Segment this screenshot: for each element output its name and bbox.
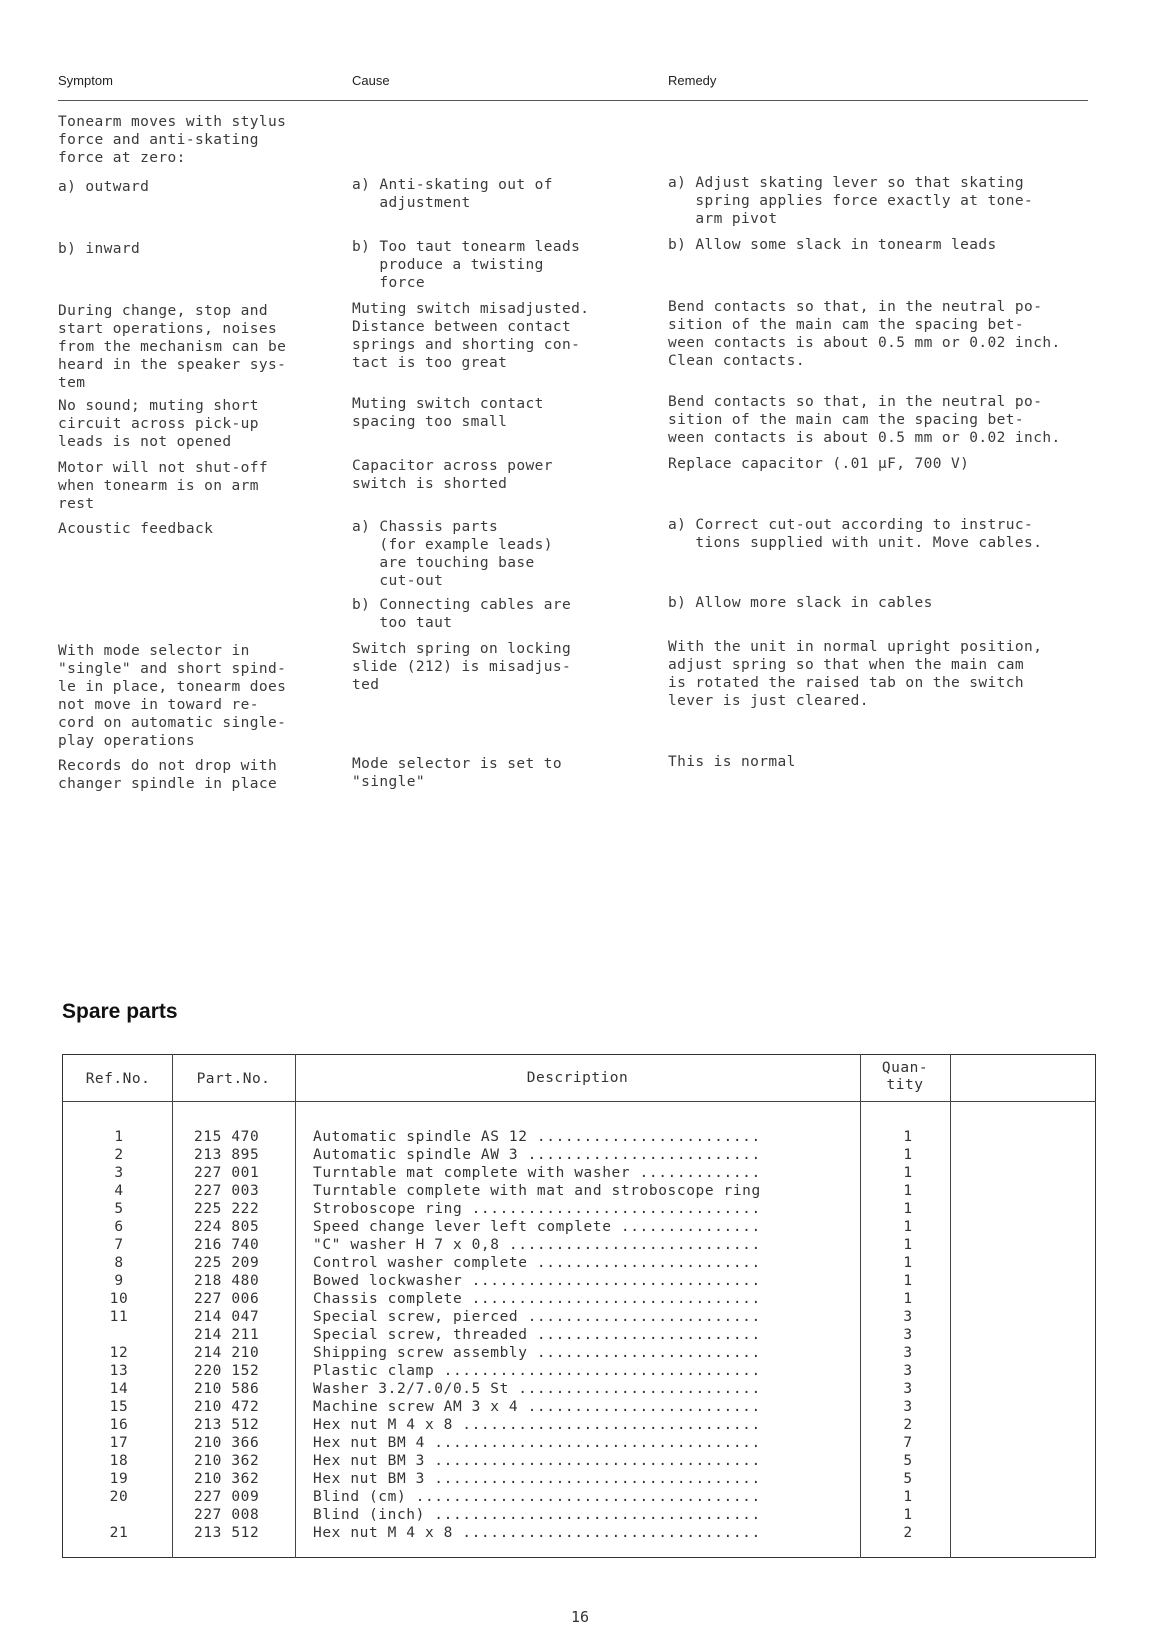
quantity-column <box>868 1128 948 1542</box>
description-cell: Hex nut BM 4 ................................... <box>313 1435 761 1451</box>
remedy-cell: b) Allow more slack in cables <box>668 595 933 611</box>
description-cell: Hex nut M 4 x 8 ................................ <box>313 1525 761 1541</box>
column-header-quantity: Quan- tity <box>881 1060 929 1093</box>
symptom-cell: a) outward <box>58 179 150 195</box>
quantity-cell: 1 <box>903 1219 913 1235</box>
quantity-cell: 1 <box>903 1129 913 1145</box>
description-cell: Automatic spindle AW 3 ......................... <box>313 1147 761 1163</box>
quantity-cell: 5 <box>903 1471 913 1487</box>
description-cell: Blind (cm) ..................................... <box>313 1489 761 1505</box>
quantity-cell: 3 <box>903 1363 913 1379</box>
part-number-cell: 214 047 <box>194 1309 260 1325</box>
part-number-cell: 215 470 <box>194 1129 260 1145</box>
remedy-cell: With the unit in normal upright position, adjust spring so that when the main cam is rotated the raised tab on the switch lever is just cleared. <box>668 639 1043 709</box>
ref-cell: 12 <box>109 1345 129 1361</box>
quantity-cell: 3 <box>903 1381 913 1397</box>
symptom-cell: During change, stop and start operations, noises from the mechanism can be heard in the speaker sys- tem <box>58 303 287 391</box>
description-cell: Shipping screw assembly ........................ <box>313 1345 761 1361</box>
page-number: 16 <box>570 1608 590 1626</box>
description-cell: Control washer complete ........................ <box>313 1255 761 1271</box>
cause-cell: Switch spring on locking slide (212) is misadjus- ted <box>352 641 572 693</box>
ref-cell: 2 <box>114 1147 124 1163</box>
part-column <box>194 1128 294 1542</box>
cause-cell: a) Anti-skating out of adjustment <box>352 177 553 211</box>
remedy-cell: Replace capacitor (.01 µF, 700 V) <box>668 456 970 472</box>
description-cell: Chassis complete ............................... <box>313 1291 761 1307</box>
quantity-cell: 1 <box>903 1255 913 1271</box>
ref-cell: 14 <box>109 1381 129 1397</box>
ref-cell: 6 <box>114 1219 124 1235</box>
ref-cell: 3 <box>114 1165 124 1181</box>
ref-cell: 10 <box>109 1291 129 1307</box>
part-number-cell: 213 512 <box>194 1525 260 1541</box>
column-divider <box>860 1054 861 1558</box>
quantity-cell: 1 <box>903 1147 913 1163</box>
ref-cell: 8 <box>114 1255 124 1271</box>
part-number-cell: 210 362 <box>194 1453 260 1469</box>
quantity-cell: 1 <box>903 1201 913 1217</box>
description-cell: Plastic clamp .................................. <box>313 1363 761 1379</box>
description-cell: Blind (inch) ................................... <box>313 1507 761 1523</box>
part-number-cell: 227 001 <box>194 1165 260 1181</box>
ref-cell: 21 <box>109 1525 129 1541</box>
part-number-cell: 218 480 <box>194 1273 260 1289</box>
remedy-cell: b) Allow some slack in tonearm leads <box>668 237 997 253</box>
part-number-cell: 213 512 <box>194 1417 260 1433</box>
quantity-cell: 1 <box>903 1507 913 1523</box>
symptom-cell: With mode selector in "single" and short spind- le in place, tonearm does not move in toward re- cord on automatic single- play operations <box>58 643 287 749</box>
ref-cell: 4 <box>114 1183 124 1199</box>
quantity-cell: 3 <box>903 1309 913 1325</box>
quantity-cell: 5 <box>903 1453 913 1469</box>
ref-cell: 13 <box>109 1363 129 1379</box>
part-number-cell: 214 210 <box>194 1345 260 1361</box>
quantity-cell: 1 <box>903 1273 913 1289</box>
quantity-cell: 1 <box>903 1489 913 1505</box>
column-divider <box>295 1054 296 1558</box>
part-number-cell: 225 222 <box>194 1201 260 1217</box>
header-rule <box>58 100 1088 101</box>
description-cell: Turntable mat complete with washer ............. <box>313 1165 761 1181</box>
column-header-ref: Ref.No. <box>85 1071 151 1087</box>
quantity-cell: 1 <box>903 1291 913 1307</box>
part-number-cell: 227 003 <box>194 1183 260 1199</box>
quantity-cell: 2 <box>903 1417 913 1433</box>
part-number-cell: 224 805 <box>194 1219 260 1235</box>
remedy-cell: Bend contacts so that, in the neutral po- sition of the main cam the spacing bet- ween contacts is about 0.5 mm or 0.02 inch. <box>668 394 1061 446</box>
ref-cell <box>64 1506 174 1524</box>
description-cell: "C" washer H 7 x 0,8 ........................... <box>313 1237 761 1253</box>
cause-cell: Muting switch contact spacing too small <box>352 396 544 430</box>
remedy-cell: This is normal <box>668 754 796 770</box>
part-number-cell: 216 740 <box>194 1237 260 1253</box>
header-remedy: Remedy <box>668 73 717 88</box>
ref-cell <box>64 1326 174 1344</box>
remedy-cell: Bend contacts so that, in the neutral po- sition of the main cam the spacing bet- ween contacts is about 0.5 mm or 0.02 inch. Clean contacts. <box>668 299 1061 369</box>
ref-cell: 18 <box>109 1453 129 1469</box>
quantity-cell: 7 <box>903 1435 913 1451</box>
description-cell: Washer 3.2/7.0/0.5 St .......................... <box>313 1381 761 1397</box>
symptom-cell: Records do not drop with changer spindle in place <box>58 758 278 792</box>
quantity-cell: 3 <box>903 1327 913 1343</box>
quantity-cell: 3 <box>903 1399 913 1415</box>
remedy-cell: a) Correct cut-out according to instruc- tions supplied with unit. Move cables. <box>668 517 1043 551</box>
part-number-cell: 210 472 <box>194 1399 260 1415</box>
part-number-cell: 210 366 <box>194 1435 260 1451</box>
column-header-part: Part.No. <box>196 1071 271 1087</box>
remedy-cell: a) Adjust skating lever so that skating spring applies force exactly at tone- arm pivot <box>668 175 1034 227</box>
ref-cell: 17 <box>109 1435 129 1451</box>
description-cell: Special screw, threaded ........................ <box>313 1327 761 1343</box>
part-number-cell: 213 895 <box>194 1147 260 1163</box>
part-number-cell: 214 211 <box>194 1327 260 1343</box>
header-divider <box>62 1101 1096 1102</box>
part-number-cell: 210 586 <box>194 1381 260 1397</box>
description-cell: Hex nut BM 3 ................................... <box>313 1471 761 1487</box>
part-number-cell: 227 006 <box>194 1291 260 1307</box>
quantity-cell: 3 <box>903 1345 913 1361</box>
symptom-cell: b) inward <box>58 241 141 257</box>
cause-cell: Muting switch misadjusted. Distance between contact springs and shorting con- tact is too great <box>352 301 590 371</box>
cause-cell: Mode selector is set to "single" <box>352 756 562 790</box>
symptom-cell: Acoustic feedback <box>58 521 214 537</box>
header-cause: Cause <box>352 73 390 88</box>
description-cell: Hex nut M 4 x 8 ................................ <box>313 1417 761 1433</box>
description-cell: Special screw, pierced ......................... <box>313 1309 761 1325</box>
quantity-cell: 2 <box>903 1525 913 1541</box>
cause-cell: b) Connecting cables are too taut <box>352 597 572 631</box>
part-number-cell: 227 008 <box>194 1507 260 1523</box>
description-cell: Hex nut BM 3 ................................... <box>313 1453 761 1469</box>
column-header-description: Description <box>526 1070 629 1086</box>
description-cell: Speed change lever left complete ............... <box>313 1219 761 1235</box>
cause-cell: a) Chassis parts (for example leads) are touching base cut-out <box>352 519 553 589</box>
ref-cell: 15 <box>109 1399 129 1415</box>
cause-cell: b) Too taut tonearm leads produce a twisting force <box>352 239 581 291</box>
cause-cell: Capacitor across power switch is shorted <box>352 458 553 492</box>
ref-cell: 5 <box>114 1201 124 1217</box>
symptom-cell: Tonearm moves with stylus force and anti-skating force at zero: <box>58 114 287 166</box>
part-number-cell: 210 362 <box>194 1471 260 1487</box>
ref-column <box>64 1128 174 1542</box>
ref-cell: 1 <box>114 1129 124 1145</box>
description-cell: Machine screw AM 3 x 4 ......................... <box>313 1399 761 1415</box>
column-divider <box>950 1054 951 1558</box>
symptom-cell: No sound; muting short circuit across pick-up leads is not opened <box>58 398 259 450</box>
part-number-cell: 220 152 <box>194 1363 260 1379</box>
description-column <box>313 1128 853 1542</box>
symptom-cell: Motor will not shut-off when tonearm is on arm rest <box>58 460 268 512</box>
spare-parts-title: Spare parts <box>62 1000 178 1023</box>
description-cell: Turntable complete with mat and stroboscope ring <box>313 1183 761 1199</box>
ref-cell: 7 <box>114 1237 124 1253</box>
description-cell: Automatic spindle AS 12 ........................ <box>313 1129 761 1145</box>
quantity-cell: 1 <box>903 1183 913 1199</box>
quantity-cell: 1 <box>903 1237 913 1253</box>
part-number-cell: 225 209 <box>194 1255 260 1271</box>
quantity-cell: 1 <box>903 1165 913 1181</box>
ref-cell: 20 <box>109 1489 129 1505</box>
header-symptom: Symptom <box>58 73 113 88</box>
ref-cell: 11 <box>109 1309 129 1325</box>
part-number-cell: 227 009 <box>194 1489 260 1505</box>
ref-cell: 9 <box>114 1273 124 1289</box>
description-cell: Stroboscope ring ............................... <box>313 1201 761 1217</box>
description-cell: Bowed lockwasher ............................... <box>313 1273 761 1289</box>
ref-cell: 19 <box>109 1471 129 1487</box>
ref-cell: 16 <box>109 1417 129 1433</box>
